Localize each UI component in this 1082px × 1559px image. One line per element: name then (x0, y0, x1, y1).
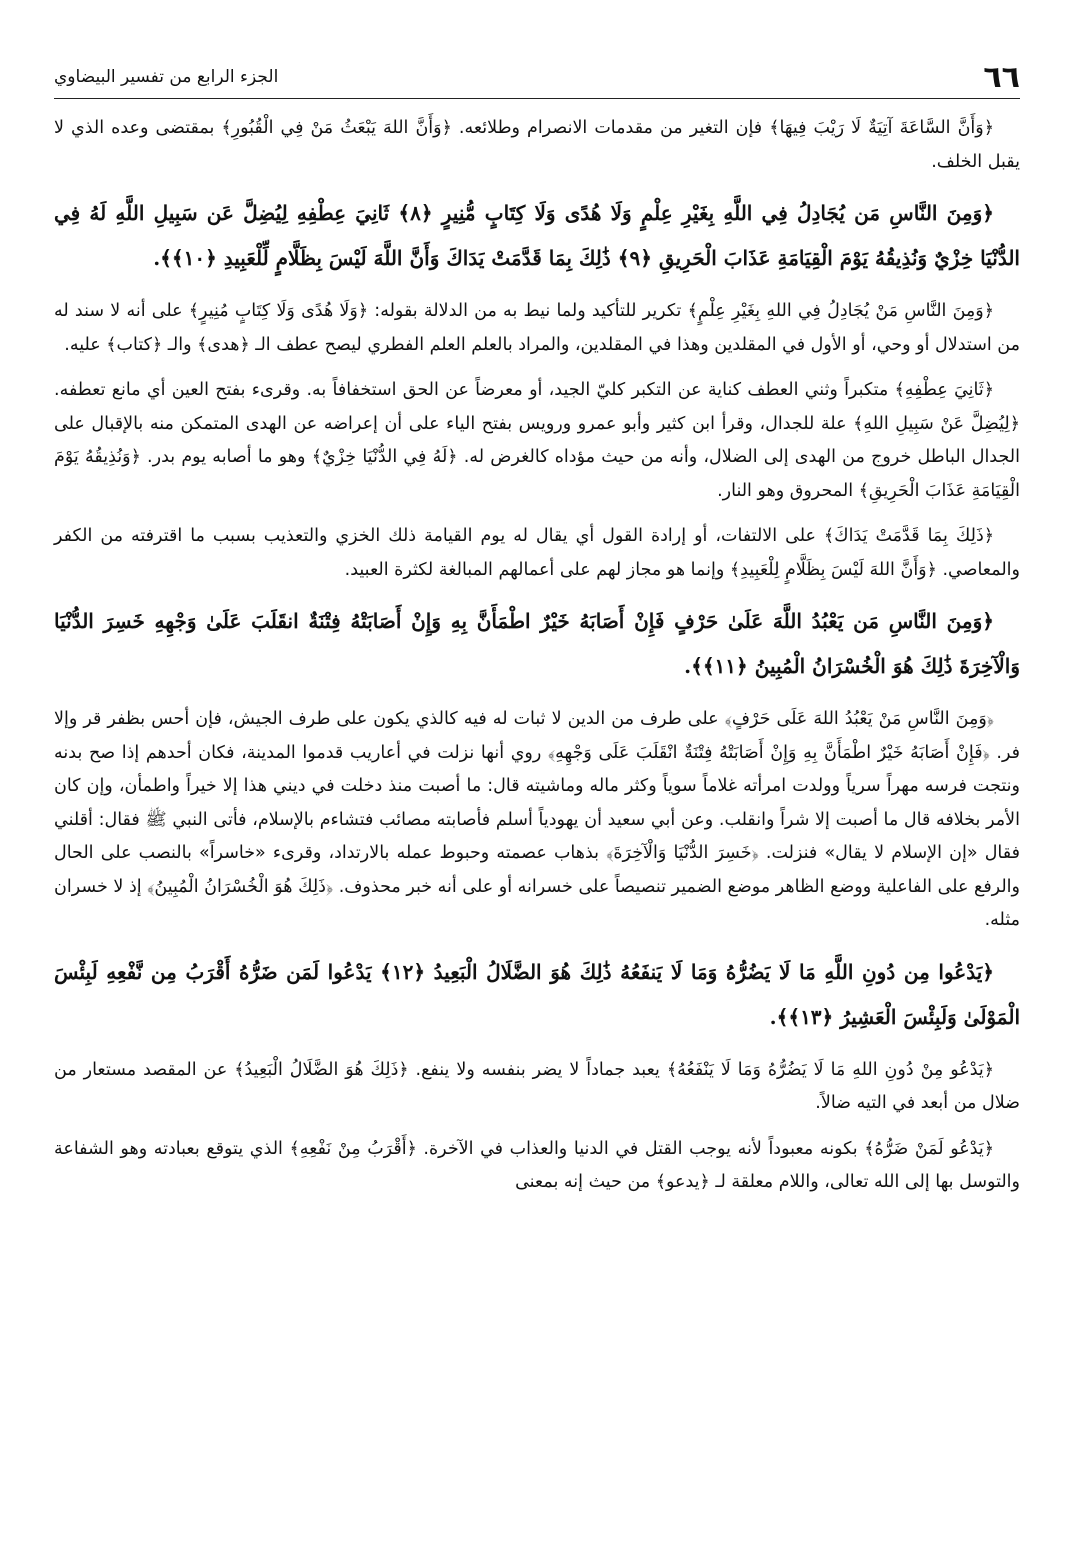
commentary-paragraph: ﴿ثَانِيَ عِطْفِهِ﴾ متكبراً وثني العطف كناية عن التكبر كليّ الجيد، أو معرضاً عن الحق استخفافاً به. وقرىء بفتح العين أي مانع تعطفه. ﴿لِيُضِلَّ عَنْ سَبِيلِ اللهِ﴾ علة للجدال، وقرأ ابن كثير وأبو عمرو ورويس بفتح الياء على أن إعراضه عن الهدى المتمكن منه بالإقبال على الجدال الباطل خروج من الهدى إلى الضلال، وأنه من حيث مؤداه كالغرض له. ﴿لَهُ فِي الدُّنْيَا خِزْيٌ﴾ وهو ما أصابه يوم بدر. ﴿وَنُذِيقُهُ يَوْمَ الْقِيَامَةِ عَذَابَ الْحَرِيقِ﴾ المحروق وهو النار. (54, 380, 1020, 501)
quran-verse-block: ﴿يَدْعُوا مِن دُونِ اللَّهِ مَا لَا يَضُرُّهُ وَمَا لَا يَنفَعُهُ ذَٰلِكَ هُوَ الضَّلَالُ الْبَعِيدُ ﴿١٢﴾ يَدْعُوا لَمَن ضَرُّهُ أَقْرَبُ مِن نَّفْعِهِ لَبِئْسَ الْمَوْلَىٰ وَلَبِئْسَ الْعَشِيرُ ﴿١٣﴾﴾. (54, 959, 1020, 1029)
running-title: الجزء الرابع من تفسير البيضاوي (54, 67, 279, 87)
commentary-paragraph: ﴿وَمِنَ النَّاسِ مَنْ يَعْبُدُ اللهَ عَلَى حَرْفٍ﴾ على طرف من الدين لا ثبات له فيه كالذي يكون على طرف الجيش، فإن أحس بظفر قر وإلا فر. ﴿فَإِنْ أَصَابَهُ خَيْرٌ اطْمَأَنَّ بِهِ وَإِنْ أَصَابَتْهُ فِتْنَةٌ انْقَلَبَ عَلَى وَجْهِهِ﴾ روي أنها نزلت في أعاريب قدموا المدينة، فكان أحدهم إذا صح بدنه ونتجت فرسه مهراً سرياً وولدت امرأته غلاماً سوياً وكثر ماله وماشيته قال: ما أصبت منذ دخلت في ديني هذا إلا خيراً واطمأن، وإن كان الأمر بخلافه قال ما أصبت إلا شراً وانقلب. وعن أبي سعيد أن يهودياً أسلم فأصابته مصائب فتشاءم بالإسلام، فأتى النبي ﷺ فقال: أقلني فقال «إن الإسلام لا يقال» فنزلت. ﴿خَسِرَ الدُّنْيَا وَالْآخِرَةَ﴾ بذهاب عصمته وحبوط عمله بالارتداد، وقرىء «خاسراً» بالنصب على الحال والرفع على الفاعلية ووضع الظاهر موضع الضمير تنصيصاً على خسرانه أو على أنه خبر محذوف. ﴿ذَلِكَ هُوَ الْخُسْرَانُ الْمُبِينُ﴾ إذ لا خسران مثله. (54, 709, 1020, 930)
commentary-paragraph: ﴿يَدْعُو لَمَنْ ضَرُّهُ﴾ بكونه معبوداً لأنه يوجب القتل في الدنيا والعذاب في الآخرة. ﴿أَقْرَبُ مِنْ نَفْعِهِ﴾ الذي يتوقع بعبادته وهو الشفاعة والتوسل بها إلى الله تعالى، واللام معلقة لـ ﴿يدعو﴾ من حيث إنه بمعنى (54, 1138, 1020, 1192)
commentary-paragraph: ﴿ذَلِكَ بِمَا قَدَّمَتْ يَدَاكَ﴾ على الالتفات، أو إرادة القول أي يقال له يوم القيامة ذلك الخزي والتعذيب بسبب ما اقترفته من الكفر والمعاصي. ﴿وَأَنَّ اللهَ لَيْسَ بِظَلَّامٍ لِلْعَبِيدِ﴾ وإنما هو مجاز لهم على أعمالهم المبالغة لكثرة العبيد. (54, 526, 1020, 580)
quran-verse-block: ﴿وَمِنَ النَّاسِ مَن يَعْبُدُ اللَّهَ عَلَىٰ حَرْفٍ فَإِنْ أَصَابَهُ خَيْرٌ اطْمَأَنَّ بِهِ وَإِنْ أَصَابَتْهُ فِتْنَةٌ انقَلَبَ عَلَىٰ وَجْهِهِ خَسِرَ الدُّنْيَا وَالْآخِرَةَ ذَٰلِكَ هُوَ الْخُسْرَانُ الْمُبِينُ ﴿١١﴾﴾. (54, 609, 1020, 678)
commentary-paragraph: ﴿يَدْعُو مِنْ دُونِ اللهِ مَا لَا يَضُرُّهُ وَمَا لَا يَنْفَعُهُ﴾ يعبد جماداً لا يضر بنفسه ولا ينفع. ﴿ذَلِكَ هُوَ الضَّلَالُ الْبَعِيدُ﴾ عن المقصد مستعار من ضلال من أبعد في التيه ضالاً. (54, 1059, 1020, 1113)
page-body (54, 112, 1020, 1212)
commentary-paragraph: ﴿وَمِنَ النَّاسِ مَنْ يُجَادِلُ فِي اللهِ بِغَيْرِ عِلْمٍ﴾ تكرير للتأكيد ولما نيط به من الدلالة بقوله: ﴿وَلَا هُدًى وَلَا كِتَابٍ مُنِيرٍ﴾ على أنه لا سند له من استدلال أو وحي، أو الأول في المقلدين وهذا في المقلدين، والمراد بالعلم العلم الفطري ليصح عطف الـ ﴿هدى﴾ والـ ﴿كتاب﴾ عليه. (54, 301, 1020, 355)
quran-verse-block: ﴿وَمِنَ النَّاسِ مَن يُجَادِلُ فِي اللَّهِ بِغَيْرِ عِلْمٍ وَلَا هُدًى وَلَا كِتَابٍ مُّنِيرٍ ﴿٨﴾ ثَانِيَ عِطْفِهِ لِيُضِلَّ عَن سَبِيلِ اللَّهِ لَهُ فِي الدُّنْيَا خِزْيٌ وَنُذِيقُهُ يَوْمَ الْقِيَامَةِ عَذَابَ الْحَرِيقِ ﴿٩﴾ ذَٰلِكَ بِمَا قَدَّمَتْ يَدَاكَ وَأَنَّ اللَّهَ لَيْسَ بِظَلَّامٍ لِّلْعَبِيدِ ﴿١٠﴾﴾. (54, 201, 1020, 270)
page-number: ٦٦ (983, 59, 1020, 95)
commentary-paragraph: ﴿وَأَنَّ السَّاعَةَ آتِيَةٌ لَا رَيْبَ فِيهَا﴾ فإن التغير من مقدمات الانصرام وطلائعه. ﴿وَأَنَّ اللهَ يَبْعَثُ مَنْ فِي الْقُبُورِ﴾ بمقتضى وعده الذي لا يقبل الخلف. (54, 118, 1020, 172)
page-header (54, 56, 1020, 99)
